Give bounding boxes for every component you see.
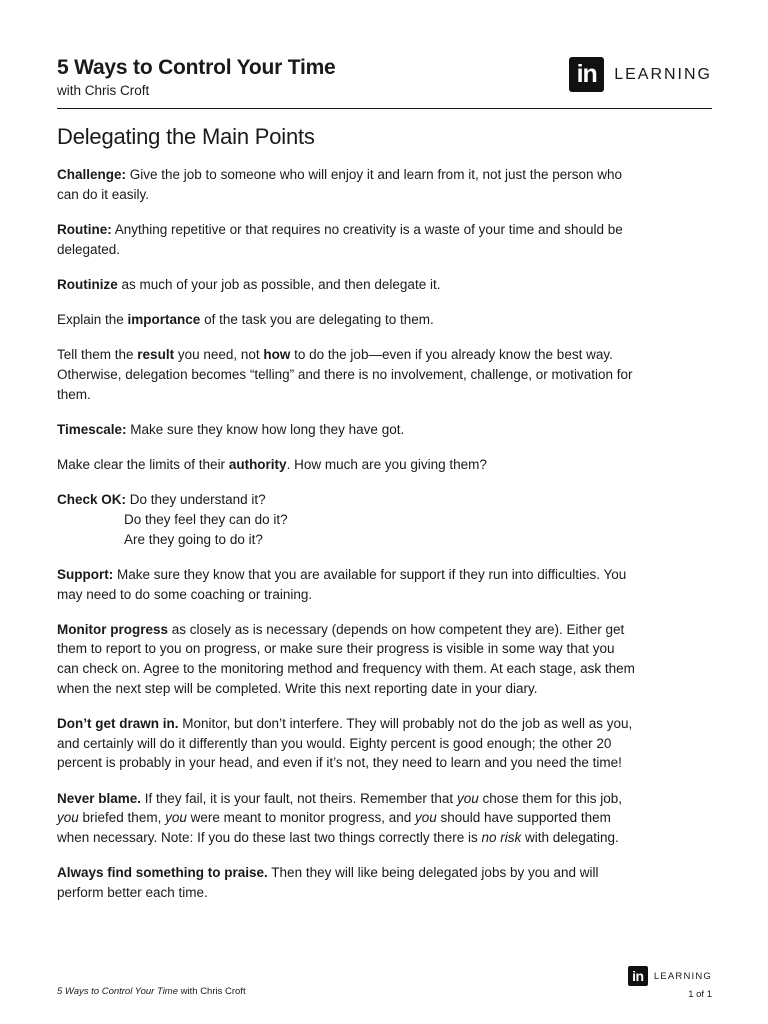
footer-logo (628, 966, 712, 986)
paragraph-label: Check OK: (57, 492, 127, 508)
paragraph-label: Always find something to praise. (57, 865, 268, 881)
paragraph-label: importance (127, 312, 201, 328)
paragraph-result (57, 345, 637, 404)
paragraph-label: how (263, 347, 291, 363)
paragraph-routine (57, 220, 637, 259)
document-body (57, 165, 637, 918)
paragraph-text: Monitor, but don’t interfere. They will probably not do the job as well as you, and certainly will do it differently than you would. Eighty percent is good enough; the other 20 percent is probably in your head, and even if it’s not, they need to learn and you need the time! (57, 716, 633, 771)
linkedin-icon: in (569, 57, 604, 92)
paragraph-challenge (57, 165, 637, 204)
paragraph-authority (57, 455, 637, 475)
logo-text: LEARNING (614, 65, 712, 83)
page-number: 1 of 1 (688, 989, 712, 1000)
paragraph-praise (57, 863, 637, 902)
paragraph-text: of the task you are delegating to them. (200, 312, 434, 328)
paragraph-text: Make sure they know how long they have got. (126, 421, 405, 437)
paragraph-label: Support: (57, 566, 114, 582)
paragraph-text: briefed them, (78, 810, 166, 826)
paragraph-label: Timescale: (57, 421, 127, 437)
paragraph-timescale (57, 420, 637, 440)
paragraph-text: Make sure they know that you are available for support if they run into difficulties. You may need to do some coaching or training. (57, 566, 627, 602)
paragraph-text: Then they will like being delegated jobs by you and will perform better each time. (57, 865, 599, 900)
check-line: Do they understand it? (126, 492, 266, 508)
paragraph-never-blame (57, 789, 637, 848)
paragraph-text: If they fail, it is your fault, not theirs. Remember that (141, 790, 457, 806)
footer-course-suffix: with Chris Croft (178, 986, 246, 997)
section-title: Delegating the Main Points (57, 124, 315, 149)
emphasis: you (165, 810, 187, 826)
paragraph-text: . How much are you giving them? (286, 457, 487, 473)
paragraph-label: Routine: (57, 221, 112, 237)
paragraph-text: as closely as is necessary (depends on how competent they are). Either get them to report to you on progress, or make sure their progress is visible in some way that you can check on. Agree to the monitoring method and frequency with them. At each stage, ask them when the next step will be completed. Write this next reporting date in your diary. (57, 621, 635, 696)
paragraph-text: as much of your job as possible, and then delegate it. (117, 276, 441, 292)
linkedin-icon: in (628, 966, 648, 986)
paragraph-text: were meant to monitor progress, and (186, 810, 415, 826)
paragraph-label: Challenge: (57, 167, 127, 182)
paragraph-text: Make clear the limits of their (57, 457, 229, 473)
paragraph-dont-get-drawn-in (57, 714, 637, 773)
footer-course-credit (57, 986, 246, 997)
check-line: Are they going to do it? (124, 531, 263, 547)
linkedin-learning-logo (569, 57, 712, 92)
footer-logo-area (628, 966, 712, 1000)
document-title: 5 Ways to Control Your Time (57, 56, 336, 79)
paragraph-text: Anything repetitive or that requires no creativity is a waste of your time and should be delegated. (57, 221, 623, 257)
paragraph-routinize (57, 275, 637, 295)
paragraph-text: Explain the (57, 312, 128, 328)
paragraph-text: chose them for this job, (478, 790, 623, 806)
check-line: Do they feel they can do it? (124, 511, 288, 527)
paragraph-text: Tell them the (57, 347, 138, 363)
paragraph-text: you need, not (174, 347, 264, 363)
paragraph-support (57, 565, 637, 604)
paragraph-label: Never blame. (57, 790, 142, 806)
paragraph-text: with delegating. (521, 830, 619, 846)
paragraph-text: to do the job—even if you already know the best way. Otherwise, delegation becomes “telling” and there is no involvement, challenge, or motivation for them. (57, 347, 633, 402)
paragraph-text: should have supported them when necessary. Note: If you do these last two things correctly there is (57, 810, 611, 846)
paragraph-label: Routinize (57, 276, 118, 292)
paragraph-label: Monitor progress (57, 621, 169, 637)
emphasis: you (456, 790, 479, 806)
emphasis: no risk (481, 830, 522, 846)
footer-logo-text: LEARNING (653, 970, 712, 982)
paragraph-text: Give the job to someone who will enjoy it and learn from it, not just the person who can do it easily. (57, 167, 623, 202)
document-header (57, 56, 712, 109)
emphasis: you (414, 810, 437, 826)
paragraph-label: authority (228, 457, 287, 473)
paragraph-importance (57, 310, 637, 330)
paragraph-label: result (137, 347, 175, 363)
paragraph-label: Don’t get drawn in. (57, 716, 179, 732)
paragraph-check-ok (57, 490, 637, 549)
footer-course-title: 5 Ways to Control Your Time (57, 986, 179, 997)
paragraph-monitor-progress (57, 620, 637, 699)
emphasis: you (57, 810, 79, 826)
document-subtitle: with Chris Croft (57, 83, 150, 98)
